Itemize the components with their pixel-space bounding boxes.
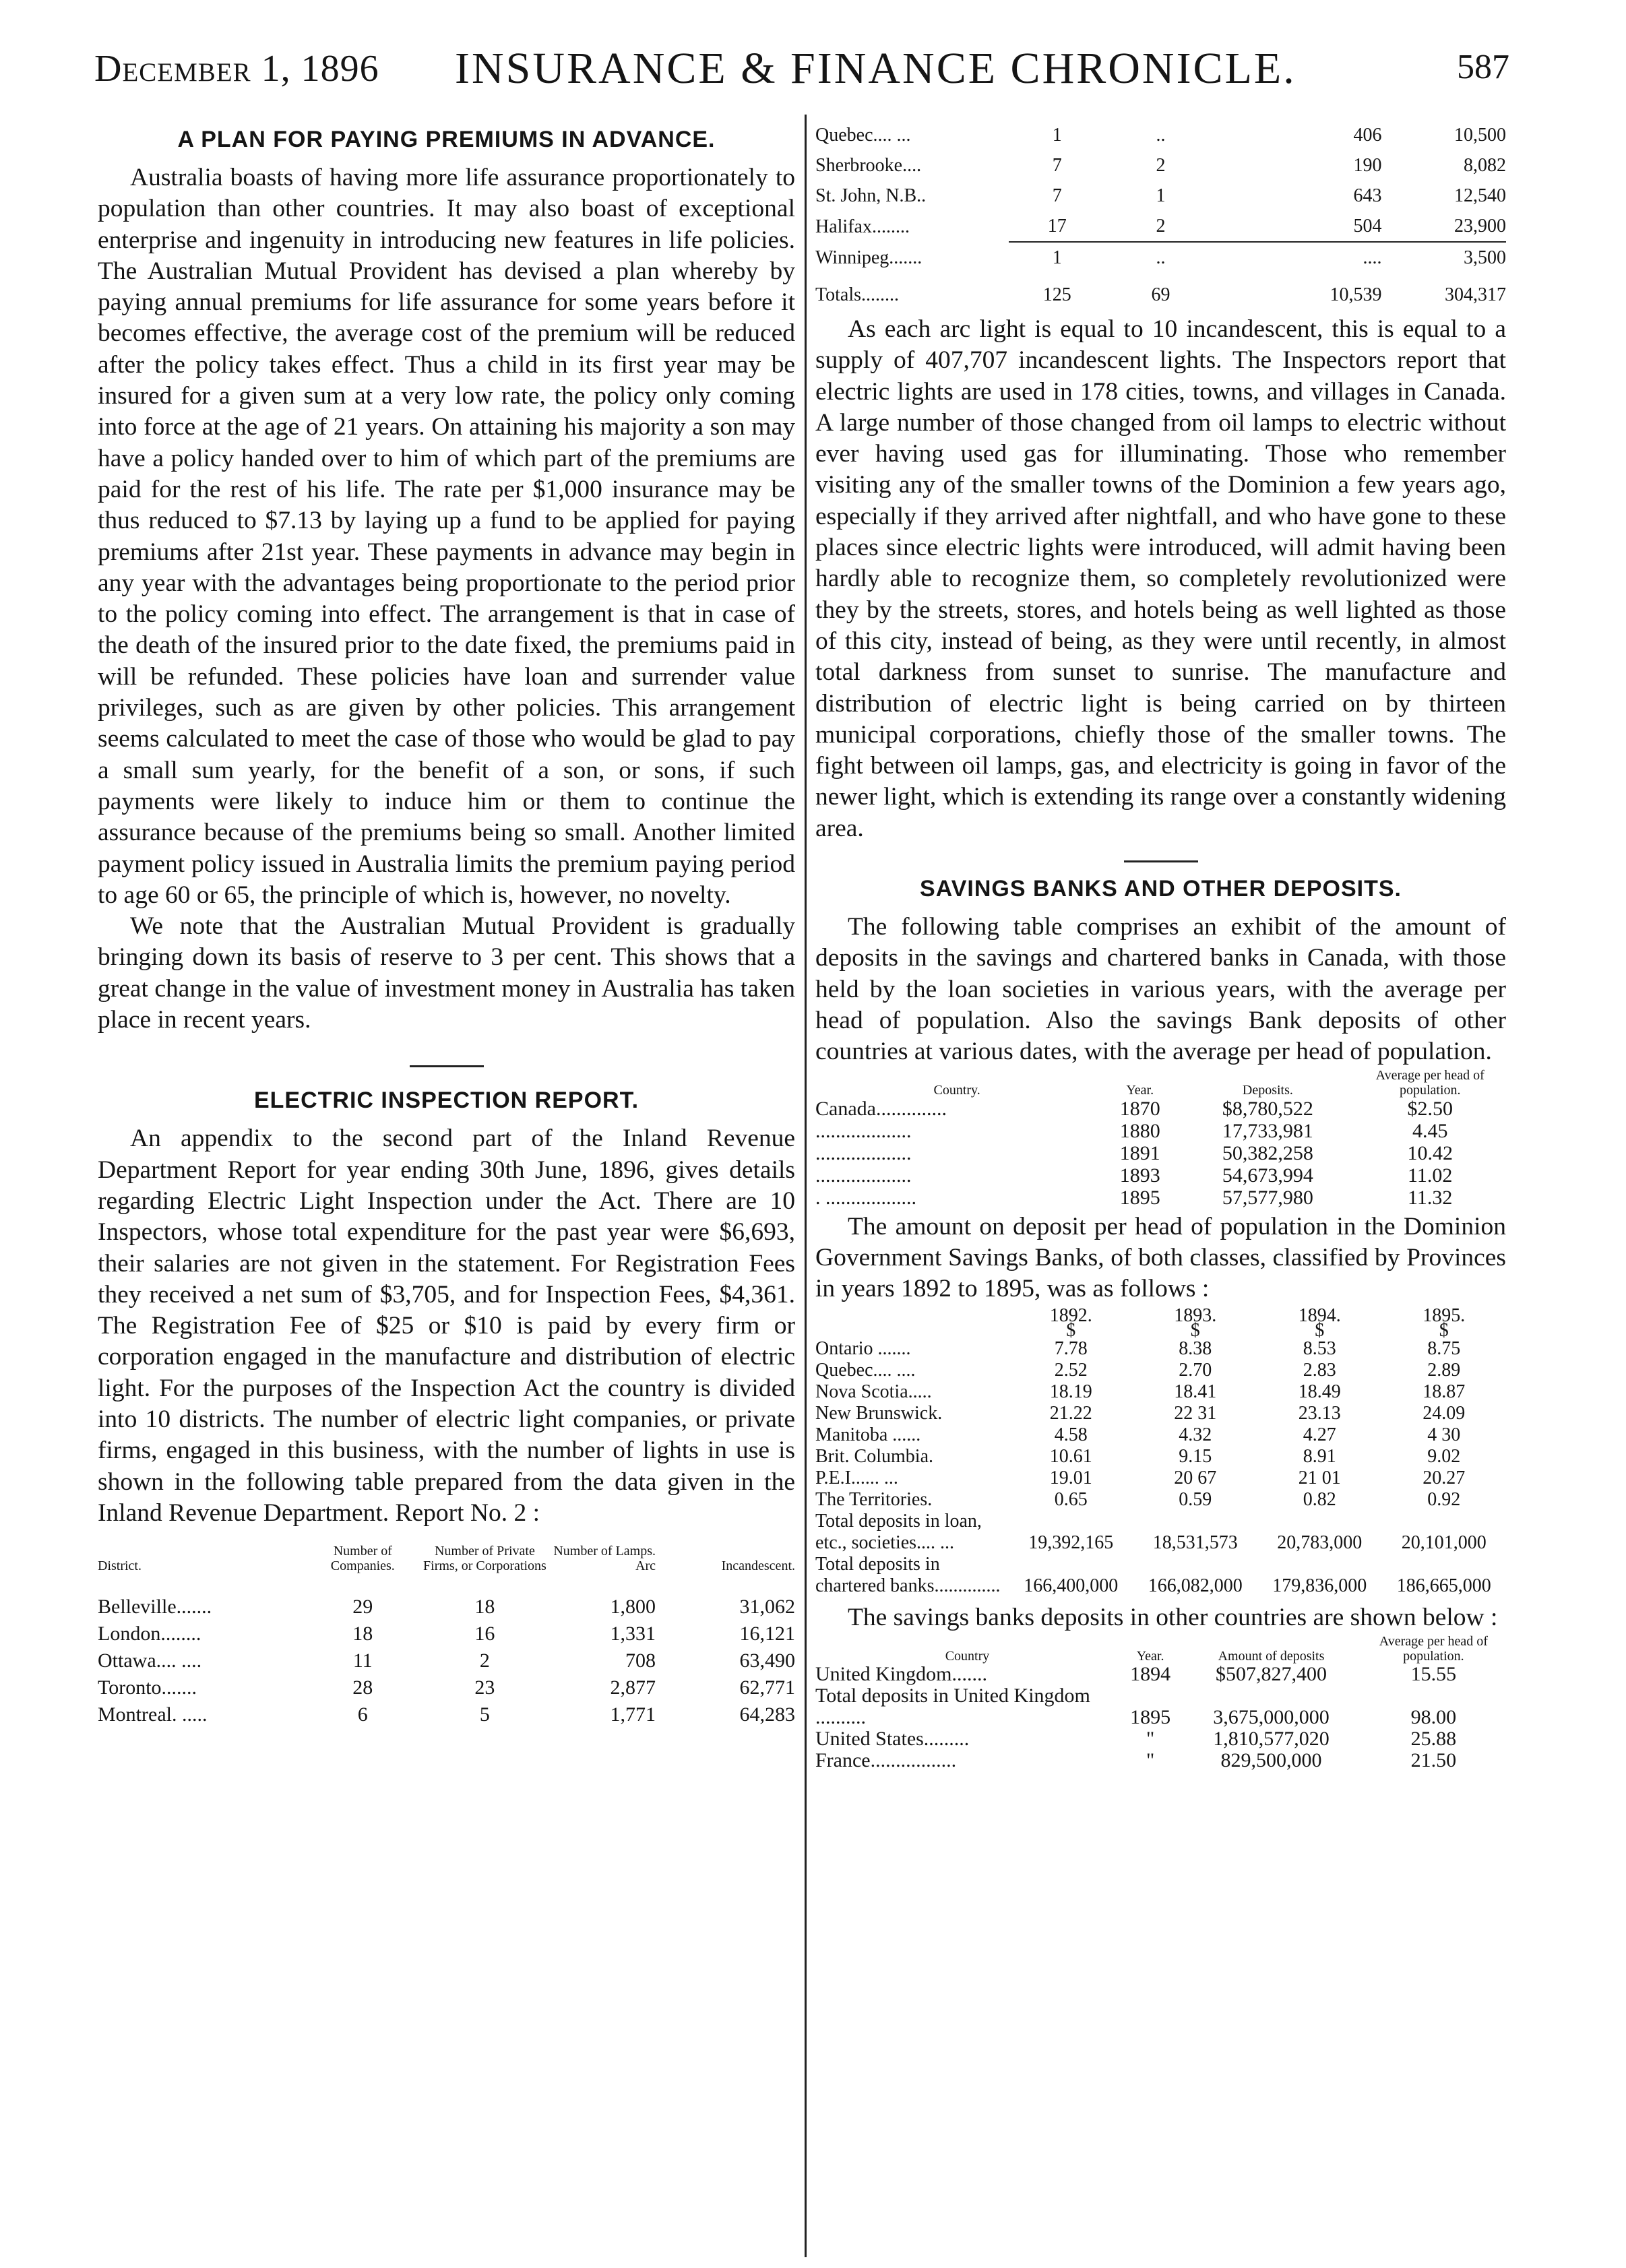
table-row: [815, 1489, 1506, 1511]
district-cell: Sherbrooke....: [815, 155, 922, 176]
companies-cell: 17: [1047, 216, 1067, 237]
firms-cell: 23: [474, 1676, 495, 1699]
page-number: 587: [1457, 48, 1509, 86]
incandescent-cell: 8,082: [1464, 155, 1506, 176]
table-row: [815, 1728, 1506, 1750]
average-cell: 21.50: [1410, 1749, 1457, 1771]
publication-title: INSURANCE & FINANCE CHRONICLE.: [455, 44, 1296, 93]
year-cell: 1894: [1130, 1662, 1171, 1685]
electric-lights-table: [98, 1544, 795, 1728]
value-cell: 20,783,000: [1277, 1532, 1363, 1554]
table-header-row: [815, 1634, 1506, 1664]
value-cell: 0.59: [1179, 1489, 1212, 1511]
incandescent-cell: 10,500: [1454, 125, 1506, 146]
value-cell: 2.52: [1054, 1360, 1088, 1381]
firms-cell: 2: [479, 1649, 490, 1672]
unit-label: $: [1315, 1320, 1325, 1342]
value-cell: 18.87: [1422, 1381, 1466, 1403]
value-cell: 9.15: [1179, 1446, 1212, 1468]
firms-cell: 5: [479, 1703, 490, 1726]
value-cell: 20 67: [1174, 1468, 1217, 1489]
value-cell: 21 01: [1298, 1468, 1341, 1489]
companies-cell: 6: [357, 1703, 368, 1726]
deposits-cell: 50,382,258: [1222, 1141, 1313, 1164]
average-cell: $2.50: [1407, 1097, 1453, 1120]
plan-paragraph-2: We note that the Australian Mutual Provident is gradually bringing down its basis of reserve to 3 per cent. This shows that a great change in the value of investment money in Australia has taken place in recent years.: [98, 912, 795, 1034]
value-cell: 24.09: [1422, 1403, 1466, 1424]
deposits-cell: 1,810,577,020: [1213, 1727, 1330, 1750]
value-cell: 179,836,000: [1272, 1575, 1367, 1597]
incandescent-total: 304,317: [1445, 284, 1506, 305]
loan-societies-label: Total deposits in loan, etc., societies.... ...: [815, 1511, 982, 1554]
provinces-deposits-table: [815, 1305, 1506, 1597]
chartered-banks-label: Total deposits in chartered banks..............: [815, 1554, 1001, 1597]
canada-deposits-table: [815, 1068, 1506, 1209]
value-cell: 166,082,000: [1148, 1575, 1243, 1597]
arc-cell: 1,331: [610, 1623, 656, 1645]
district-cell: St. John, N.B..: [815, 185, 927, 206]
firms-cell: 18: [474, 1596, 495, 1618]
table-row: [815, 150, 1506, 181]
average-cell: 4.45: [1412, 1119, 1448, 1142]
province-cell: Nova Scotia.....: [815, 1381, 932, 1403]
year-cell: 1895: [1130, 1705, 1171, 1728]
year-cell: 1880: [1119, 1119, 1160, 1142]
deposits-cell: 54,673,994: [1222, 1164, 1313, 1187]
table-row: [98, 1701, 795, 1728]
table-row: [815, 1164, 1506, 1187]
average-cell: 98.00: [1410, 1705, 1457, 1728]
companies-cell: 1: [1009, 242, 1106, 273]
companies-cell: 18: [352, 1623, 373, 1645]
column-header: 1894.: [1298, 1305, 1341, 1327]
unit-label: $: [1439, 1320, 1449, 1342]
electric-paragraph-1: An appendix to the second part of the Inland Revenue Department Report for year ending 30th June, 1896, gives details regarding Electric Light Inspection under the Act. There are 10 Inspectors, whose total expenditure for the past year were $6,693, their salaries are not given in the statement. For Registration Fees they received a net sum of $3,705, and for Inspection Fees, $4,361. The Registration Fee of $25 or $10 is paid by every firm or corporation engaged in the manufacture and distribution of electric light. For the purposes of the Inspection Act the country is divided into 10 districts. The number of electric light companies, or private firms, engaged in this business, with the number of lights in use is shown in the following table prepared from the data given in the Inland Revenue Department. Report No. 2 :: [98, 1125, 795, 1527]
value-cell: 22 31: [1174, 1403, 1217, 1424]
arc-cell: 504: [1353, 216, 1382, 237]
incandescent-cell: 16,121: [739, 1623, 795, 1645]
column-header: Number of Lamps. Arc: [553, 1544, 656, 1574]
table-row: [815, 1685, 1506, 1728]
district-cell: Halifax........: [815, 216, 910, 237]
value-cell: 4 30: [1427, 1424, 1461, 1446]
value-cell: 18.49: [1298, 1381, 1341, 1403]
savings-paragraph-2: The amount on deposit per head of population in the Dominion Government Savings Banks, of both classes, classified by Provinces in years 1892 to 1895, was as follows :: [815, 1212, 1506, 1303]
table-row: [98, 1674, 795, 1701]
section-rule: [410, 1065, 484, 1067]
table-row: [815, 120, 1506, 150]
country-cell: France.................: [815, 1749, 957, 1771]
firms-cell: 2: [1156, 155, 1166, 176]
table-header-row: [98, 1544, 795, 1573]
table-row: [815, 1468, 1506, 1489]
table-row: [815, 1511, 1506, 1554]
table-row: [815, 1750, 1506, 1771]
value-cell: 9.02: [1427, 1446, 1461, 1468]
arc-cell: 643: [1353, 185, 1382, 206]
value-cell: 8.75: [1427, 1338, 1461, 1360]
average-cell: 15.55: [1410, 1662, 1457, 1685]
section-rule: [1124, 860, 1198, 862]
value-cell: 8.53: [1303, 1338, 1336, 1360]
country-cell: Canada..............: [815, 1097, 947, 1120]
value-cell: 20,101,000: [1401, 1532, 1487, 1554]
table-row: [98, 1647, 795, 1674]
arc-cell: 2,877: [610, 1676, 656, 1699]
deposits-cell: 829,500,000: [1220, 1749, 1322, 1771]
deposits-cell: 57,577,980: [1222, 1186, 1313, 1209]
value-cell: 186,665,000: [1396, 1575, 1491, 1597]
year-cell: 1870: [1119, 1097, 1160, 1120]
value-cell: 4.58: [1054, 1424, 1088, 1446]
companies-cell: 28: [352, 1676, 373, 1699]
value-cell: 18,531,573: [1152, 1532, 1238, 1554]
table-row: [815, 1381, 1506, 1403]
deposits-cell: 17,733,981: [1222, 1119, 1313, 1142]
country-cell: . ..................: [815, 1186, 916, 1209]
province-cell: P.E.I...... ...: [815, 1468, 898, 1489]
province-cell: Quebec.... ....: [815, 1360, 916, 1381]
deposits-cell: $507,827,400: [1216, 1662, 1327, 1685]
district-cell: Winnipeg.......: [815, 247, 923, 268]
table-row: [815, 1554, 1506, 1597]
totals-label: Totals........: [815, 284, 900, 305]
year-cell: 1893: [1119, 1164, 1160, 1187]
value-cell: 0.65: [1054, 1489, 1088, 1511]
totals-row: [815, 273, 1506, 310]
column-header: Average per head of population.: [1375, 1067, 1484, 1098]
incandescent-cell: 23,900: [1454, 216, 1506, 237]
table-row: [815, 1446, 1506, 1468]
district-cell: Quebec.... ...: [815, 125, 911, 146]
district-cell: Montreal. .....: [98, 1703, 208, 1726]
value-cell: 21.22: [1049, 1403, 1092, 1424]
value-cell: 18.19: [1049, 1381, 1092, 1403]
value-cell: 8.38: [1179, 1338, 1212, 1360]
companies-total: 125: [1042, 284, 1071, 305]
deposits-cell: 3,675,000,000: [1213, 1705, 1330, 1728]
table-row: [815, 242, 1506, 273]
table-row: [815, 1664, 1506, 1685]
column-header: Country: [945, 1648, 990, 1664]
column-header: Year.: [1126, 1082, 1154, 1098]
province-cell: Manitoba ......: [815, 1424, 921, 1446]
value-cell: 4.27: [1303, 1424, 1336, 1446]
arc-cell: 1,771: [610, 1703, 656, 1726]
value-cell: 19.01: [1049, 1468, 1092, 1489]
country-cell: ...................: [815, 1164, 912, 1187]
column-header: Number of Companies.: [330, 1544, 395, 1574]
table-row: [815, 1142, 1506, 1164]
arc-cell: 190: [1353, 155, 1382, 176]
companies-cell: 11: [352, 1649, 373, 1672]
value-cell: 2.89: [1427, 1360, 1461, 1381]
value-cell: 10.61: [1049, 1446, 1092, 1468]
companies-cell: 7: [1052, 155, 1062, 176]
incandescent-cell: 31,062: [739, 1596, 795, 1618]
country-cell: ...................: [815, 1119, 912, 1142]
table-row: [815, 1187, 1506, 1209]
column-header: Incandescent.: [721, 1558, 795, 1574]
incandescent-cell: 3,500: [1382, 242, 1507, 273]
companies-cell: 1: [1052, 125, 1062, 146]
value-cell: 23.13: [1298, 1403, 1341, 1424]
column-header: 1893.: [1174, 1305, 1217, 1327]
right-column: [815, 120, 1506, 1771]
firms-cell: ..: [1156, 125, 1166, 146]
other-countries-table: [815, 1634, 1506, 1771]
year-cell: ": [1146, 1727, 1155, 1750]
firms-cell: 2: [1156, 216, 1166, 237]
column-header: Country.: [933, 1082, 980, 1098]
arc-total: 10,539: [1330, 284, 1382, 305]
table-row: [815, 181, 1506, 211]
electric-paragraph-2: As each arc light is equal to 10 incandescent, this is equal to a supply of 407,707 incandescent lights. The Inspectors report that electric lights are used in 178 cities, towns, and villages in Canada. A large number of those changed from oil lamps to electric without ever having used gas for illuminating. Those who remember visiting any of the smaller towns of the Dominion a few years ago, especially if they arrived after nightfall, and who have gone to these places since electric lights were introduced, will admit having been hardly able to recognize them, so completely revolutionized were they by the streets, stores, and hotels being as well lighted as those of this city, instead of being, as they were until recently, in almost total darkness from sunset to sunrise. The manufacture and distribution of electric light is being carried on by thirteen municipal corporations, chiefly those of the smaller towns. The fight between oil lamps, gas, and electricity is going in favor of the newer light, which is extending its range over a constantly widening area.: [815, 315, 1506, 842]
column-header: District.: [98, 1558, 142, 1574]
firms-cell: 1: [1156, 185, 1166, 206]
unit-label: $: [1190, 1320, 1200, 1342]
table-row: [815, 1120, 1506, 1142]
table-row: [98, 1594, 795, 1620]
country-cell: United Kingdom.......: [815, 1662, 987, 1685]
value-cell: 2.83: [1303, 1360, 1336, 1381]
country-cell: ...................: [815, 1141, 912, 1164]
column-header: Year.: [1136, 1648, 1164, 1664]
column-divider: [805, 115, 807, 2257]
district-cell: Ottawa.... ....: [98, 1649, 202, 1672]
country-cell: United States.........: [815, 1727, 970, 1750]
column-header: Number of Private Firms, or Corporations: [423, 1544, 546, 1574]
value-cell: 19,392,165: [1028, 1532, 1114, 1554]
year-cell: ": [1146, 1749, 1155, 1771]
district-cell: London........: [98, 1623, 201, 1645]
country-cell: Total deposits in United Kingdom ..........: [815, 1684, 1090, 1728]
incandescent-cell: 64,283: [739, 1703, 795, 1726]
average-cell: 11.02: [1408, 1164, 1453, 1187]
province-cell: New Brunswick.: [815, 1403, 943, 1424]
value-cell: 4.32: [1179, 1424, 1212, 1446]
column-header: 1895.: [1422, 1305, 1466, 1327]
column-header: Amount of deposits: [1218, 1648, 1325, 1664]
year-cell: 1895: [1119, 1186, 1160, 1209]
firms-total: 69: [1151, 284, 1170, 305]
average-cell: 11.32: [1408, 1186, 1453, 1209]
incandescent-cell: 62,771: [739, 1676, 795, 1699]
companies-cell: 7: [1052, 185, 1062, 206]
table-row: [815, 1360, 1506, 1381]
unit-label: $: [1066, 1320, 1076, 1342]
left-column: [98, 120, 795, 1728]
value-cell: 8.91: [1303, 1446, 1336, 1468]
value-cell: 18.41: [1174, 1381, 1217, 1403]
savings-paragraph-3: The savings banks deposits in other countries are shown below :: [848, 1604, 1498, 1632]
value-cell: 20.27: [1422, 1468, 1466, 1489]
firms-cell: ..: [1106, 242, 1216, 273]
arc-cell: ....: [1216, 242, 1382, 273]
value-cell: 2.70: [1179, 1360, 1212, 1381]
table-row: [98, 1620, 795, 1647]
table-row: [815, 1424, 1506, 1446]
electric-heading: ELECTRIC INSPECTION REPORT.: [253, 1088, 639, 1114]
average-cell: 10.42: [1407, 1141, 1453, 1164]
arc-cell: 708: [625, 1649, 656, 1672]
table-header-row: [815, 1068, 1506, 1098]
column-header: 1892.: [1049, 1305, 1092, 1327]
province-cell: Ontario .......: [815, 1338, 911, 1360]
savings-paragraph-1: The following table comprises an exhibit of the amount of deposits in the savings and chartered banks in Canada, with those held by the loan societies in various years, with the average per head of population. Also the savings Bank deposits of other countries at various dates, with the average per head of population.: [815, 913, 1506, 1066]
arc-cell: 1,800: [610, 1596, 656, 1618]
table-row: [815, 1098, 1506, 1120]
year-cell: 1891: [1119, 1141, 1160, 1164]
deposits-cell: $8,780,522: [1222, 1097, 1313, 1120]
incandescent-cell: 12,540: [1454, 185, 1506, 206]
average-cell: 25.88: [1410, 1727, 1457, 1750]
table-row: [815, 1403, 1506, 1424]
unit-row: [815, 1323, 1506, 1338]
value-cell: 166,400,000: [1024, 1575, 1119, 1597]
province-cell: The Territories.: [815, 1489, 933, 1511]
column-header: Average per head of population.: [1379, 1633, 1488, 1664]
table-row: [815, 211, 1506, 242]
value-cell: 0.92: [1427, 1489, 1461, 1511]
column-header: Deposits.: [1242, 1082, 1293, 1098]
electric-lights-table-continued: [815, 120, 1506, 310]
table-row: [98, 1573, 795, 1594]
province-cell: Brit. Columbia.: [815, 1446, 933, 1468]
district-cell: Belleville.......: [98, 1596, 212, 1618]
masthead: [94, 40, 1509, 104]
incandescent-cell: 63,490: [739, 1649, 795, 1672]
value-cell: 7.78: [1054, 1338, 1088, 1360]
arc-cell: 406: [1353, 125, 1382, 146]
table-header-row: [815, 1309, 1506, 1323]
savings-heading: SAVINGS BANKS AND OTHER DEPOSITS.: [920, 876, 1402, 902]
companies-cell: 29: [352, 1596, 373, 1618]
value-cell: 0.82: [1303, 1489, 1336, 1511]
district-cell: Toronto.......: [98, 1676, 197, 1699]
firms-cell: 16: [474, 1623, 495, 1645]
plan-paragraph-1: Australia boasts of having more life assurance proportionately to population than other countries. It may also boast of exceptional enterprise and ingenuity in introducing new features in life policies. The Australian Mutual Provident has devised a plan whereby by paying annual premiums for life assurance for some years before it becomes effective, the average cost of the premium will be reduced after the policy takes effect. Thus a child in its first year may be insured for a given sum at a very low rate, the policy only coming into force at the age of 21 years. On attaining his majority a son may have a policy handed over to him of which part of the premiums are paid for the rest of his life. The rate per $1,000 insurance may be thus reduced to $7.13 by laying up a fund to be applied for paying premiums after 21st year. These payments in advance may begin in any year with the advantages being proportionate to the period prior to the policy coming into effect. The arrangement is that in case of the death of the insured prior to the date fixed, the premiums paid in will be refunded. These policies have loan and surrender value privileges, such as are given by other policies. This arrangement seems calculated to meet the case of those who would be glad to pay a small sum yearly, for the benefit of a son, or sons, if such payments were likely to induce him or them to continue the assurance because of the premiums being so small. Another limited payment policy issued in Australia limits the premium paying period to age 60 or 65, the principle of which is, however, no novelty.: [98, 164, 795, 909]
plan-heading: A PLAN FOR PAYING PREMIUMS IN ADVANCE.: [177, 127, 716, 152]
table-row: [815, 1338, 1506, 1360]
issue-date: December 1, 1896: [94, 48, 379, 90]
